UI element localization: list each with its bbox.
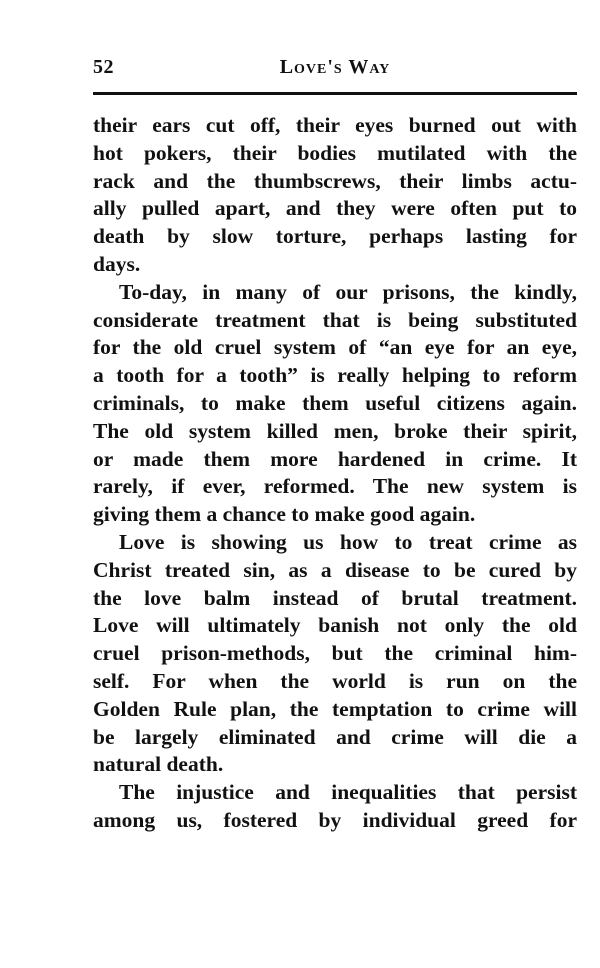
paragraph xyxy=(93,779,577,835)
text-line: The injustice and inequalities that persist xyxy=(119,780,577,805)
body-text xyxy=(93,112,577,835)
text-line: Christ treated sin, as a disease to be cured by xyxy=(93,557,577,582)
text-line: rarely, if ever, reformed. The new system is xyxy=(93,474,577,499)
text-line: ally pulled apart, and they were often put to xyxy=(93,196,577,221)
text-line: or made them more hardened in crime. It xyxy=(93,446,577,471)
text-line: The old system killed men, broke their spirit, xyxy=(93,418,577,443)
text-line: be largely eliminated and crime will die a xyxy=(93,724,577,749)
text-line: criminals, to make them useful citizens again. xyxy=(93,390,577,415)
running-title: Love's Way xyxy=(279,56,391,78)
paragraph xyxy=(93,112,577,279)
text-line: considerate treatment that is being substituted xyxy=(93,307,577,332)
text-line: Love will ultimately banish not only the old xyxy=(93,613,577,638)
page-number: 52 xyxy=(93,56,114,78)
text-line: self. For when the world is run on the xyxy=(93,668,577,693)
text-line: rack and the thumbscrews, their limbs actu- xyxy=(93,168,577,193)
text-line: the love balm instead of brutal treatment. xyxy=(93,585,577,610)
paragraph xyxy=(93,279,577,529)
text-line: cruel prison-methods, but the criminal him- xyxy=(93,641,577,666)
text-line: To-day, in many of our prisons, the kindly, xyxy=(119,279,577,304)
text-line: among us, fostered by individual greed for xyxy=(93,807,577,832)
text-line: hot pokers, their bodies mutilated with the xyxy=(93,140,577,165)
text-line: their ears cut off, their eyes burned out with xyxy=(93,113,577,137)
text-line: Golden Rule plan, the temptation to crime will xyxy=(93,696,577,721)
text-line: days. xyxy=(93,251,141,276)
text-line: natural death. xyxy=(93,752,224,777)
text-line: a tooth for a tooth” is really helping to reform xyxy=(93,363,577,388)
text-line: death by slow torture, perhaps lasting for xyxy=(93,224,577,249)
text-line: giving them a chance to make good again. xyxy=(93,502,476,527)
header-rule xyxy=(93,92,577,95)
text-line: Love is showing us how to treat crime as xyxy=(119,529,577,554)
paragraph xyxy=(93,529,577,779)
page-header xyxy=(93,56,577,86)
text-line: for the old cruel system of “an eye for an eye, xyxy=(93,335,577,360)
